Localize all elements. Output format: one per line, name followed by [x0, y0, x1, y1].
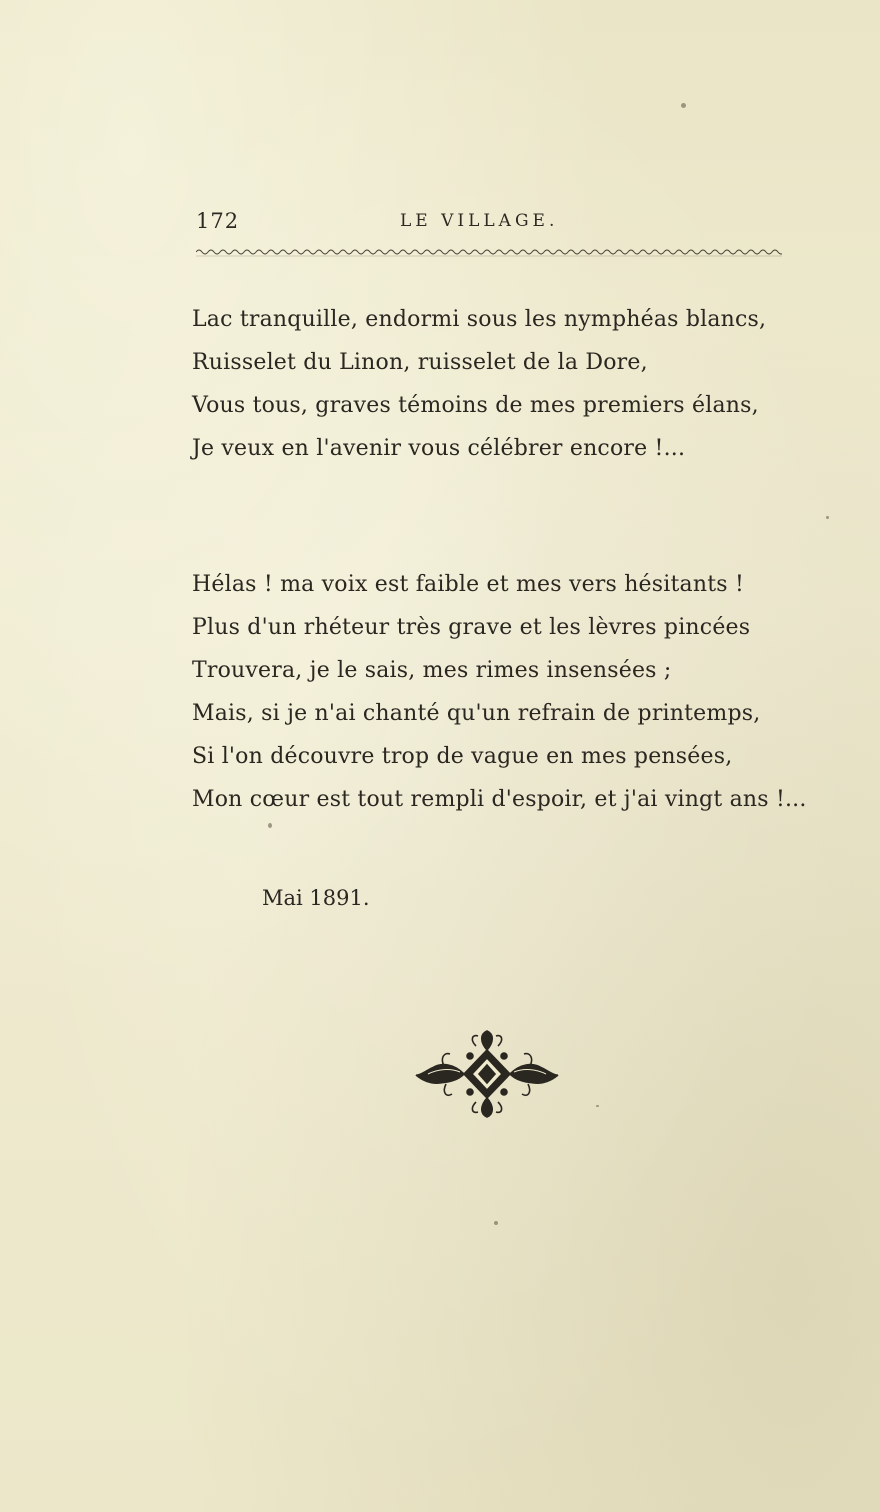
floral-tailpiece-icon: [414, 1028, 560, 1120]
verse-line: Trouvera, je le sais, mes rimes insensées ;: [192, 658, 672, 683]
wavy-rule: [196, 248, 782, 258]
paper-speck: [826, 516, 829, 519]
verse-line: Hélas ! ma voix est faible et mes vers hésitants !: [192, 572, 744, 597]
stanza-2: [192, 563, 807, 821]
verse-line: Lac tranquille, endormi sous les nymphéas blancs,: [192, 307, 767, 332]
verse-line: Mon cœur est tout rempli d'espoir, et j'ai vingt ans !...: [192, 787, 807, 812]
paper-speck: [596, 1105, 599, 1107]
verse-line: Si l'on découvre trop de vague en mes pensées,: [192, 744, 733, 769]
paper-speck: [494, 1221, 498, 1225]
verse-line: Plus d'un rhéteur très grave et les lèvres pincées: [192, 615, 751, 640]
verse-line: Vous tous, graves témoins de mes premiers élans,: [192, 393, 759, 418]
page-number: 172: [196, 209, 240, 233]
paper-speck: [268, 823, 272, 828]
running-title: LE VILLAGE.: [400, 211, 559, 231]
verse-line: Ruisselet du Linon, ruisselet de la Dore,: [192, 350, 648, 375]
paper-speck: [681, 103, 686, 108]
stanza-1: [192, 298, 766, 470]
date-line: Mai 1891.: [262, 886, 370, 910]
verse-line: Mais, si je n'ai chanté qu'un refrain de printemps,: [192, 701, 761, 726]
verse-line: Je veux en l'avenir vous célébrer encore !...: [192, 436, 686, 461]
